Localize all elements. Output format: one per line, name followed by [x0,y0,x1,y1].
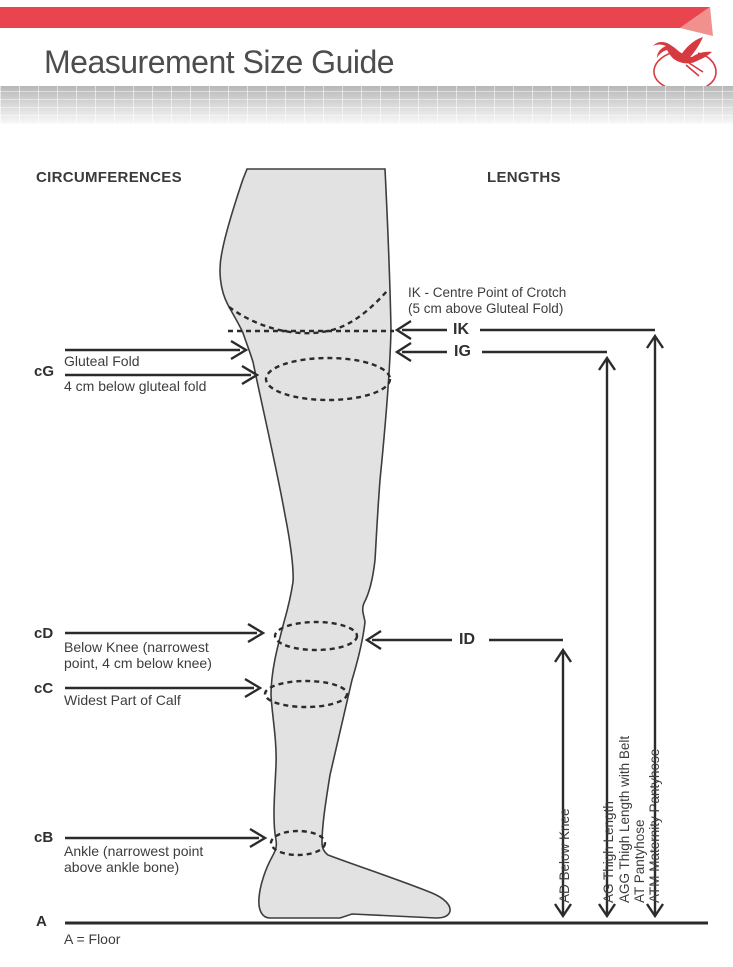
IG-code: IG [454,343,471,360]
IK-length-line [397,321,655,339]
ik-note-line2: (5 cm above Gluteal Fold) [408,301,564,316]
cC-label: Widest Part of Calf [64,692,181,708]
cD-code: cD [34,625,54,642]
leg-outline [220,169,450,918]
cG-code: cG [34,363,55,380]
ATM-label: ATM Maternity Pantyhose [647,748,662,903]
A-code: A [36,913,47,930]
cB-code: cB [34,829,54,846]
cC-code: cC [34,680,54,697]
AGG-group-label [617,736,662,903]
gluteal-fold-label: Gluteal Fold [64,353,140,369]
circumferences-heading: CIRCUMFERENCES [36,169,182,186]
ik-note-line1: IK - Centre Point of Crotch [408,285,567,300]
ID-code: ID [459,631,475,648]
AT-label: AT Pantyhose [632,819,647,903]
IK-code: IK [453,321,469,338]
AG-label: AG Thigh Length [601,801,616,903]
AD-label: AD Below Knee [557,808,572,903]
cG-label: 4 cm below gluteal fold [64,378,207,394]
cD-label: Below Knee (narrowest point, 4 cm below knee) [64,639,212,671]
page-title: Measurement Size Guide [44,44,395,80]
AGG-label: AGG Thigh Length with Belt [617,735,632,903]
lengths-heading: LENGTHS [487,169,561,186]
cB-label: Ankle (narrowest point above ankle bone) [64,843,204,875]
IG-length-line [397,343,607,361]
A-label: A = Floor [64,931,121,947]
